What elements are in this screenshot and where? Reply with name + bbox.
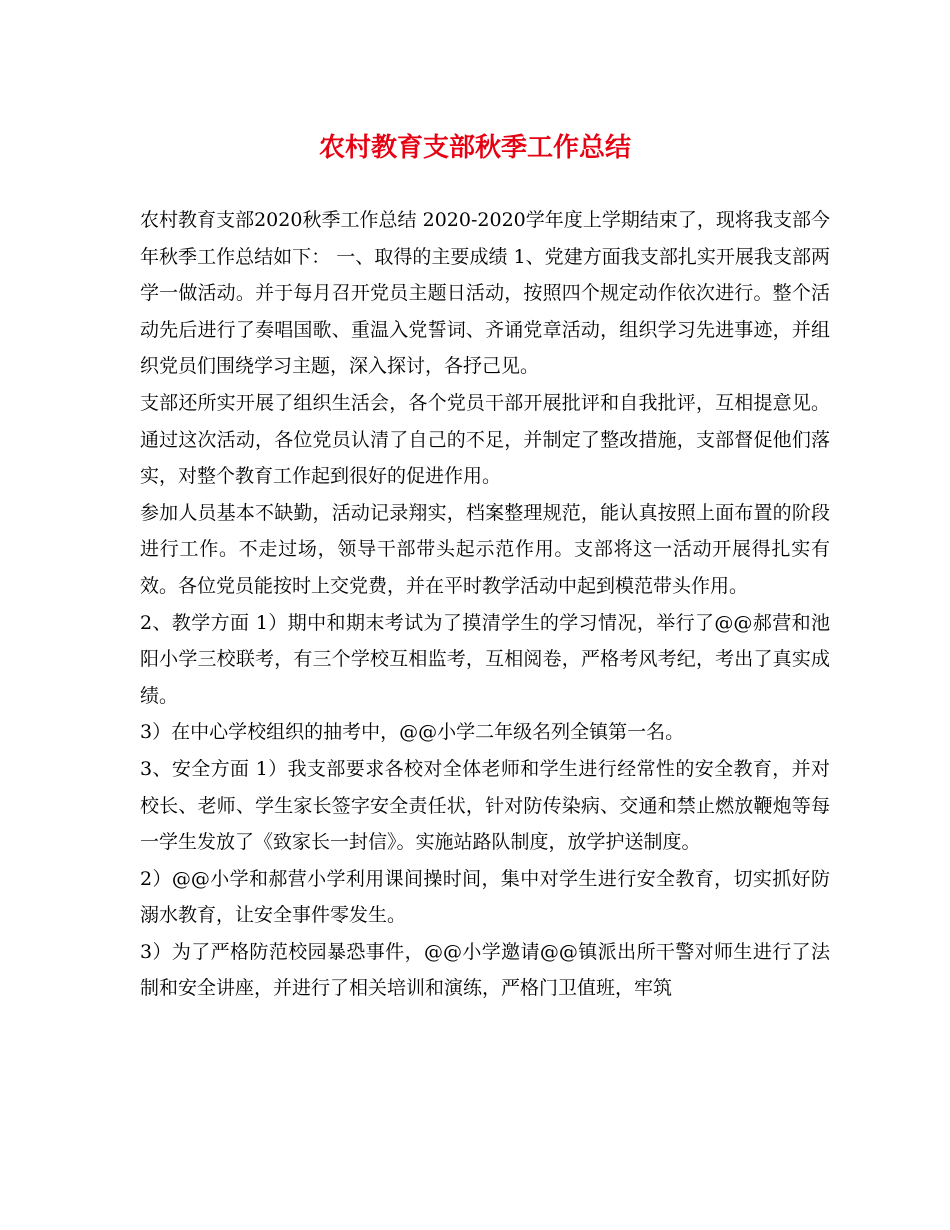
document-title: 农村教育支部秋季工作总结 bbox=[318, 133, 631, 163]
paragraph-8: 3）为了严格防范校园暴恐事件，@@小学邀请@@镇派出所干警对师生进行了法制和安全讲座，并进行了相关培训和演练，严格门卫值班，牢筑 bbox=[140, 940, 830, 1000]
paragraph-5: 3）在中心学校组织的抽考中，@@小学二年级名列全镇第一名。 bbox=[140, 721, 685, 744]
paragraph-2: 支部还所实开展了组织生活会，各个党员干部开展批评和自我批评，互相提意见。通过这次活动，各位党员认清了自己的不足，并制定了整改措施，支部督促他们落实，对整个教育工作起到很好的促进作用。 bbox=[140, 391, 830, 488]
paragraph-3: 参加人员基本不缺勤，活动记录翔实，档案整理规范，能认真按照上面布置的阶段进行工作。不走过场，领导干部带头起示范作用。支部将这一活动开展得扎实有效。各位党员能按时上交党费，并在平时教学活动中起到模范带头作用。 bbox=[140, 501, 830, 597]
document-body bbox=[140, 202, 830, 1007]
paragraph-7: 2）@@小学和郝营小学利用课间操时间，集中对学生进行安全教育，切实抓好防溺水教育，让安全事件零发生。 bbox=[140, 867, 830, 927]
paragraph-6: 3、安全方面 1）我支部要求各校对全体老师和学生进行经常性的安全教育，并对校长、老师、学生家长签字安全责任状，针对防传染病、交通和禁止燃放鞭炮等每一学生发放了《致家长一封信》。实施站路队制度，放学护送制度。 bbox=[140, 757, 830, 854]
paragraph-1: 农村教育支部2020秋季工作总结 2020-2020学年度上学期结束了，现将我支部今年秋季工作总结如下： 一、取得的主要成绩 1、党建方面我支部扎实开展我支部两学一做活动。并于每月召开党员主题日活动，按照四个规定动作依次进行。整个活动先后进行了奏唱国歌、重温入党誓词、齐诵党章活动，组织学习先进事迹，并组织党员们围绕学习主题，深入探讨，各抒己见。 bbox=[140, 209, 830, 378]
paragraph-4: 2、教学方面 1）期中和期末考试为了摸清学生的学习情况，举行了@@郝营和池阳小学三校联考，有三个学校互相监考，互相阅卷，严格考风考纪，考出了真实成绩。 bbox=[140, 611, 830, 707]
